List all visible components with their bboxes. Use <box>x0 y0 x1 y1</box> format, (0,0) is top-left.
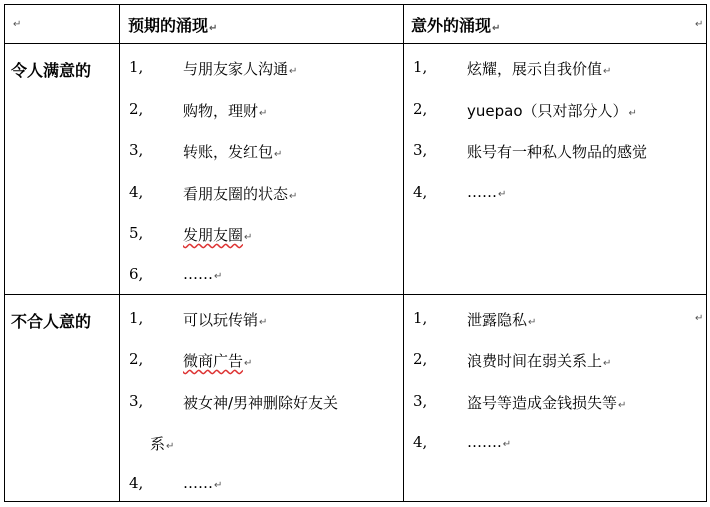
item-number: 6, <box>129 265 144 283</box>
item-text: 被女神/男神删除好友关 <box>183 394 339 412</box>
item-text: 与朋友家人沟通↵ <box>183 60 298 78</box>
item-text: 系↵ <box>150 435 175 453</box>
item-text: 账号有一种私人物品的感觉 <box>467 143 648 161</box>
item-text: ……↵ <box>467 183 507 201</box>
item-text: 发朋友圈↵ <box>183 226 253 244</box>
item-number: 2, <box>413 100 428 118</box>
row-label-unsatisfied: 不合人意的 <box>11 312 92 331</box>
item-number: 2, <box>129 350 144 368</box>
header-unexpected-label: 意外的涌现 <box>411 16 492 35</box>
item-number: 3, <box>129 141 144 159</box>
item-number: 2, <box>129 100 144 118</box>
item-text: yuepao（只对部分人）↵ <box>467 102 637 120</box>
row-end-mark: ↵ <box>695 19 704 30</box>
item-number: 3, <box>413 141 428 159</box>
item-text: 可以玩传销↵ <box>183 311 268 329</box>
row-label-satisfied: 令人满意的 <box>11 61 92 80</box>
item-number: 1, <box>413 58 428 76</box>
header-expected <box>128 13 217 36</box>
item-number: 3, <box>129 392 144 410</box>
item-number: 5, <box>129 224 144 242</box>
paragraph-mark: ↵ <box>209 23 218 34</box>
item-text: 微商广告↵ <box>183 352 253 370</box>
item-number: 4, <box>129 183 144 201</box>
paragraph-mark: ↵ <box>492 23 501 34</box>
item-text: 炫耀，展示自我价值↵ <box>467 60 612 78</box>
empty-header-cell-mark: ↵ <box>13 19 22 30</box>
item-number: 1, <box>413 309 428 327</box>
header-unexpected <box>411 13 500 36</box>
item-text: ……↵ <box>183 265 223 283</box>
item-text: 泄露隐私↵ <box>467 311 537 329</box>
item-number: 4, <box>129 474 144 492</box>
item-text: 看朋友圈的状态↵ <box>183 185 298 203</box>
item-text: 浪费时间在弱关系上↵ <box>467 352 612 370</box>
row-end-mark: ↵ <box>695 313 704 324</box>
item-number: 3, <box>413 392 428 410</box>
column-divider <box>119 5 120 501</box>
item-number: 4, <box>413 183 428 201</box>
item-number: 1, <box>129 309 144 327</box>
column-divider <box>403 5 404 501</box>
header-expected-label: 预期的涌现 <box>128 16 209 35</box>
item-text: …….↵ <box>467 433 512 451</box>
item-number: 4, <box>413 433 428 451</box>
item-number: 2, <box>413 350 428 368</box>
row-divider <box>5 43 706 44</box>
item-text: 盗号等造成金钱损失等↵ <box>467 394 627 412</box>
emergence-table <box>4 4 707 502</box>
item-text: 转账，发红包↵ <box>183 143 283 161</box>
row-divider <box>5 294 706 295</box>
item-text: ……↵ <box>183 474 223 492</box>
item-text: 购物，理财↵ <box>183 102 268 120</box>
item-number: 1, <box>129 58 144 76</box>
